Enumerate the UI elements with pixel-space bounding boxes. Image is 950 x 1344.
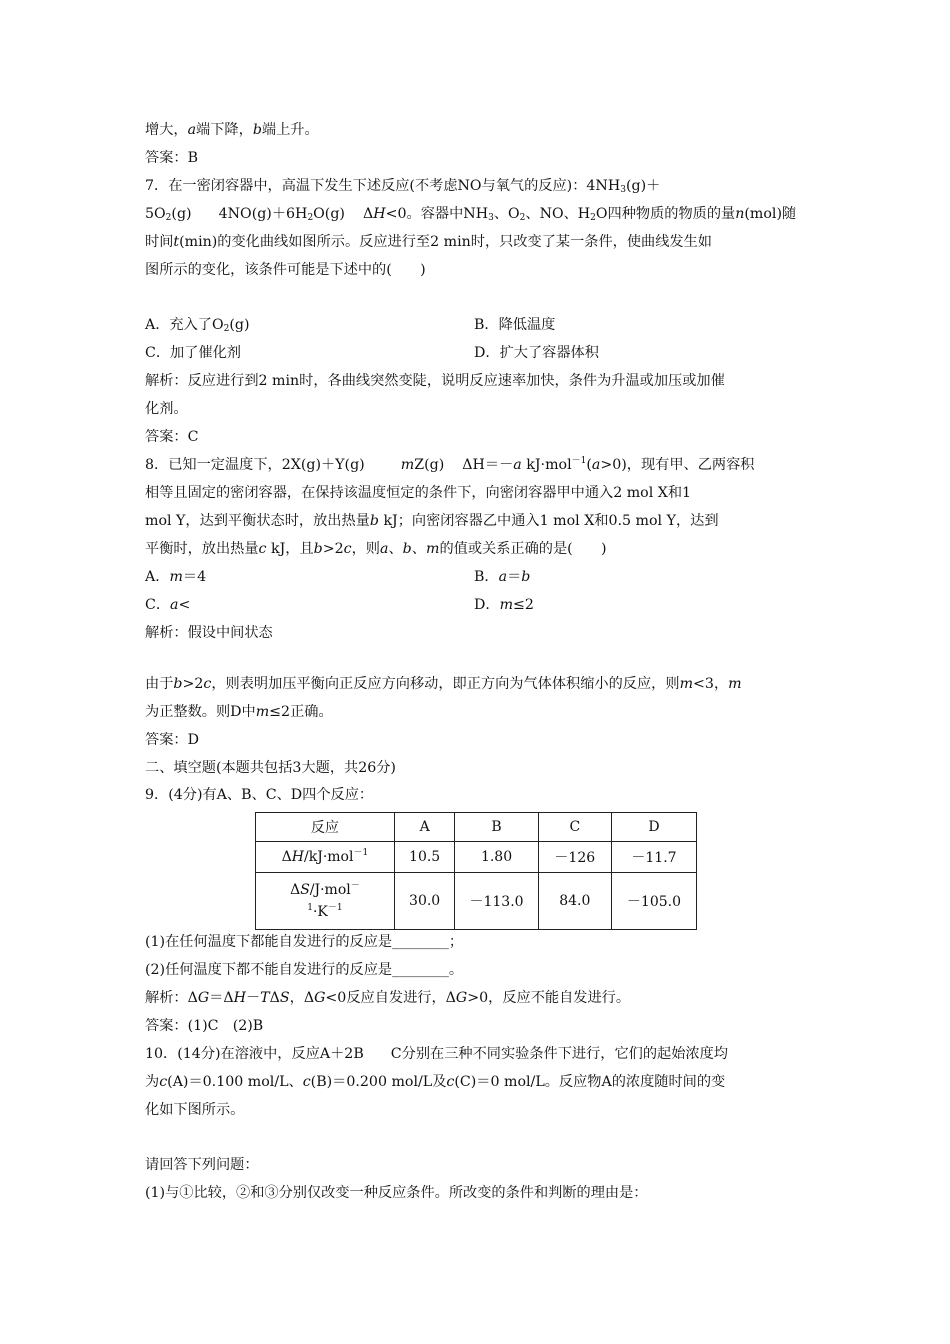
question-7-line: $5O_2(g)$ $4NO(g)+6H_2O(g)$ ΔH<0。容器中$NH_3$、$O_2$、NO、$H_2O$四种物质的物质的量n(mol)随 xyxy=(145,206,797,223)
table-cell: －105.0 xyxy=(611,873,696,930)
row-label: ΔS/J·mol－ $^1\cdot K^{-1}$ xyxy=(256,873,395,930)
answer-line: 答案：(1)C (2)B xyxy=(145,1018,264,1034)
question-10-prompt: 请回答下列问题： xyxy=(145,1157,259,1173)
question-8-line: 8．已知一定温度下，2X(g)＋Y(g) mZ(g) ΔH＝－a kJ·mol$^{-1}$(a>0)，现有甲、乙两容积 xyxy=(145,456,755,473)
question-9-part: (1)在任何温度下都能自发进行的反应是________； xyxy=(145,934,464,950)
option-d: D．扩大了容器体积 xyxy=(474,345,599,361)
row-label: ΔH/kJ·mol$^{-1}$ xyxy=(256,842,395,873)
table-header: B xyxy=(455,813,538,842)
option-c: C．加了催化剂 xyxy=(145,345,241,361)
table-cell: 1.80 xyxy=(455,842,538,873)
explanation-line: 为正整数。则D中m≤2正确。 xyxy=(145,704,333,720)
explanation-line: 解析：反应进行到2 min时，各曲线突然变陡，说明反应速率加快，条件为升温或加压或加催 xyxy=(145,373,725,389)
question-8-line: mol Y，达到平衡状态时，放出热量b kJ；向密闭容器乙中通入1 mol X和0.5 mol Y，达到 xyxy=(145,513,719,529)
table-row xyxy=(256,842,697,873)
option-a: A．m＝4 xyxy=(145,569,207,585)
option-b: B．降低温度 xyxy=(474,317,556,333)
table-header: A xyxy=(394,813,455,842)
answer-line: 答案：D xyxy=(145,732,199,748)
option-a: A．充入了$O_2(g)$ xyxy=(145,317,250,334)
question-8-line: 相等且固定的密闭容器，在保持该温度恒定的条件下，向密闭容器甲中通入2 mol X和1 xyxy=(145,485,692,501)
option-c: C．a< xyxy=(145,597,191,613)
question-9-intro: 9．(4分)有A、B、C、D四个反应： xyxy=(145,787,374,803)
table-header: C xyxy=(538,813,611,842)
section-heading: 二、填空题(本题共包括3大题，共26分) xyxy=(145,760,396,776)
option-b: B．a＝b xyxy=(474,569,531,585)
explanation-line: 由于b>2c，则表明加压平衡向正反应方向移动，即正方向为气体体积缩小的反应，则m<3，m xyxy=(145,676,742,692)
table-cell: 10.5 xyxy=(394,842,455,873)
text-line: 增大，a端下降，b端上升。 xyxy=(145,122,319,138)
question-10-part: (1)与①比较，②和③分别仅改变一种反应条件。所改变的条件和判断的理由是： xyxy=(145,1185,648,1201)
answer-line: 答案：C xyxy=(145,429,199,445)
question-7-line: 7．在一密闭容器中，高温下发生下述反应(不考虑NO与氧气的反应)：$4NH_3(g)+$ xyxy=(145,178,661,195)
question-10-line: 10．(14分)在溶液中，反应A＋2B C分别在三种不同实验条件下进行，它们的起始浓度均 xyxy=(145,1046,728,1062)
table-header: D xyxy=(611,813,696,842)
table-cell: －126 xyxy=(538,842,611,873)
table-row xyxy=(256,813,697,842)
question-10-line: 为c(A)＝0.100 mol/L、c(B)＝0.200 mol/L及c(C)＝0 mol/L。反应物A的浓度随时间的变 xyxy=(145,1074,726,1090)
question-8-line: 平衡时，放出热量c kJ，且b>2c，则a、b、m的值或关系正确的是( ) xyxy=(145,541,607,557)
answer-line: 答案：B xyxy=(145,150,198,166)
question-7-line: 时间t(min)的变化曲线如图所示。反应进行至2 min时，只改变了某一条件，使曲线发生如 xyxy=(145,234,712,250)
question-10-line: 化如下图所示。 xyxy=(145,1102,245,1118)
table-cell: 84.0 xyxy=(538,873,611,930)
question-7-line: 图所示的变化，该条件可能是下述中的( ) xyxy=(145,262,426,278)
table-row xyxy=(256,873,697,930)
explanation-line: 解析：ΔG＝ΔH－TΔS，ΔG<0反应自发进行，ΔG>0，反应不能自发进行。 xyxy=(145,990,631,1006)
table-cell: －113.0 xyxy=(455,873,538,930)
explanation-line: 化剂。 xyxy=(145,401,188,417)
table-header: 反应 xyxy=(256,813,395,842)
option-d: D．m≤2 xyxy=(474,597,534,613)
question-9-part: (2)任何温度下都不能自发进行的反应是________。 xyxy=(145,962,464,978)
table-cell: －11.7 xyxy=(611,842,696,873)
data-table xyxy=(255,812,697,930)
table-cell: 30.0 xyxy=(394,873,455,930)
explanation-line: 解析：假设中间状态 xyxy=(145,625,273,641)
